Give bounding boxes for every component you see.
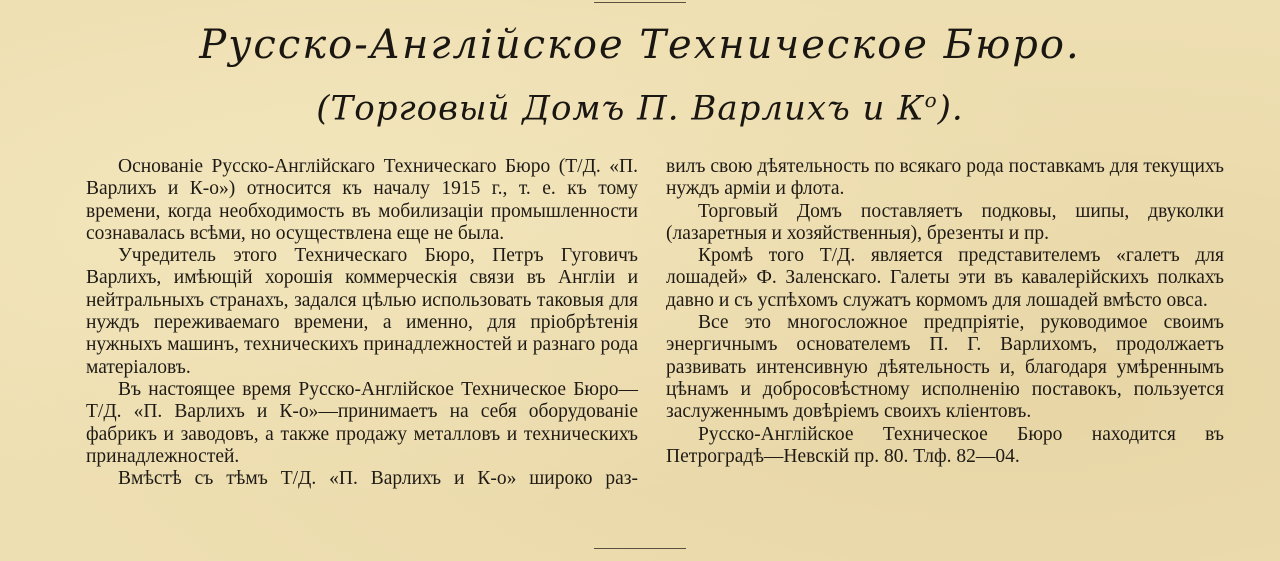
bottom-divider (594, 548, 686, 549)
subtitle-close: ). (937, 88, 964, 129)
left-column (86, 156, 638, 490)
paragraph-founding: Основаніе Русско-Англійскаго Техническаго Бюро (Т/Д. «П. Варлихъ и К-о») относится къ началу 1915 г., т. е. къ тому времени, когда необходимость въ мобилизаціи промышленности сознавалась всѣми, но осуществлена еще не была. (86, 156, 638, 244)
top-divider (594, 2, 686, 3)
subtitle-main: (Торговый Домъ П. Варлихъ и К (316, 88, 925, 129)
paragraph-address: Русско-Англійское Техническое Бюро находится въ Петроградѣ—Невскій пр. 80. Тлф. 82—04. (666, 423, 1224, 467)
paragraph-supplies: Торговый Домъ поставляетъ подковы, шипы, двуколки (лазаретныя и хозяйственныя), брезенты и пр. (666, 200, 1224, 244)
paragraph-founder: Учредитель этого Техническаго Бюро, Петръ Гуговичъ Варлихъ, имѣющій хорошія коммерческія связи въ Англіи и нейтральныхъ странахъ, задался цѣлью использовать таковыя для нуждъ переживаемаго времени, а именно, для пріобрѣтенія нужныхъ машинъ, техническихъ принадлежностей и разнаго рода матеріаловъ. (86, 245, 638, 378)
paragraph-enterprise: Все это многосложное предпріятіе, руководимое своимъ энергичнымъ основателемъ П. Г. Варлихомъ, продолжаетъ развивать интенсивную дѣятельность и, благодаря умѣреннымъ цѣнамъ и добросовѣстному исполненію поставокъ, пользуется заслуженнымъ довѣріемъ своихъ кліентовъ. (666, 312, 1224, 423)
page-title: Русско-Англійское Техническое Бюро. (199, 22, 1081, 68)
paragraph-activity-cont: вилъ свою дѣятельность по всякаго рода поставкамъ для текущихъ нуждъ арміи и флота. (666, 156, 1224, 200)
paragraph-horse-biscuits: Кромѣ того Т/Д. является представителемъ «галетъ для лошадей» Ф. Заленскаго. Галеты эти въ кавалерійскихъ полкахъ давно и съ успѣхомъ служатъ кормомъ для лошадей вмѣсто овса. (666, 245, 1224, 311)
right-column (666, 156, 1224, 468)
page-subtitle (0, 88, 1280, 128)
paragraph-activity-start: Вмѣстѣ съ тѣмъ Т/Д. «П. Варлихъ и К-о» широко раз- (118, 468, 638, 490)
paragraph-present: Въ настоящее время Русско-Англійское Техническое Бюро—Т/Д. «П. Варлихъ и К-о»—принимаетъ на себя оборудованіе фабрикъ и заводовъ, а также продажу металловъ и техническихъ принадлежностей. (86, 378, 638, 467)
subtitle-superscript: о (924, 88, 938, 112)
